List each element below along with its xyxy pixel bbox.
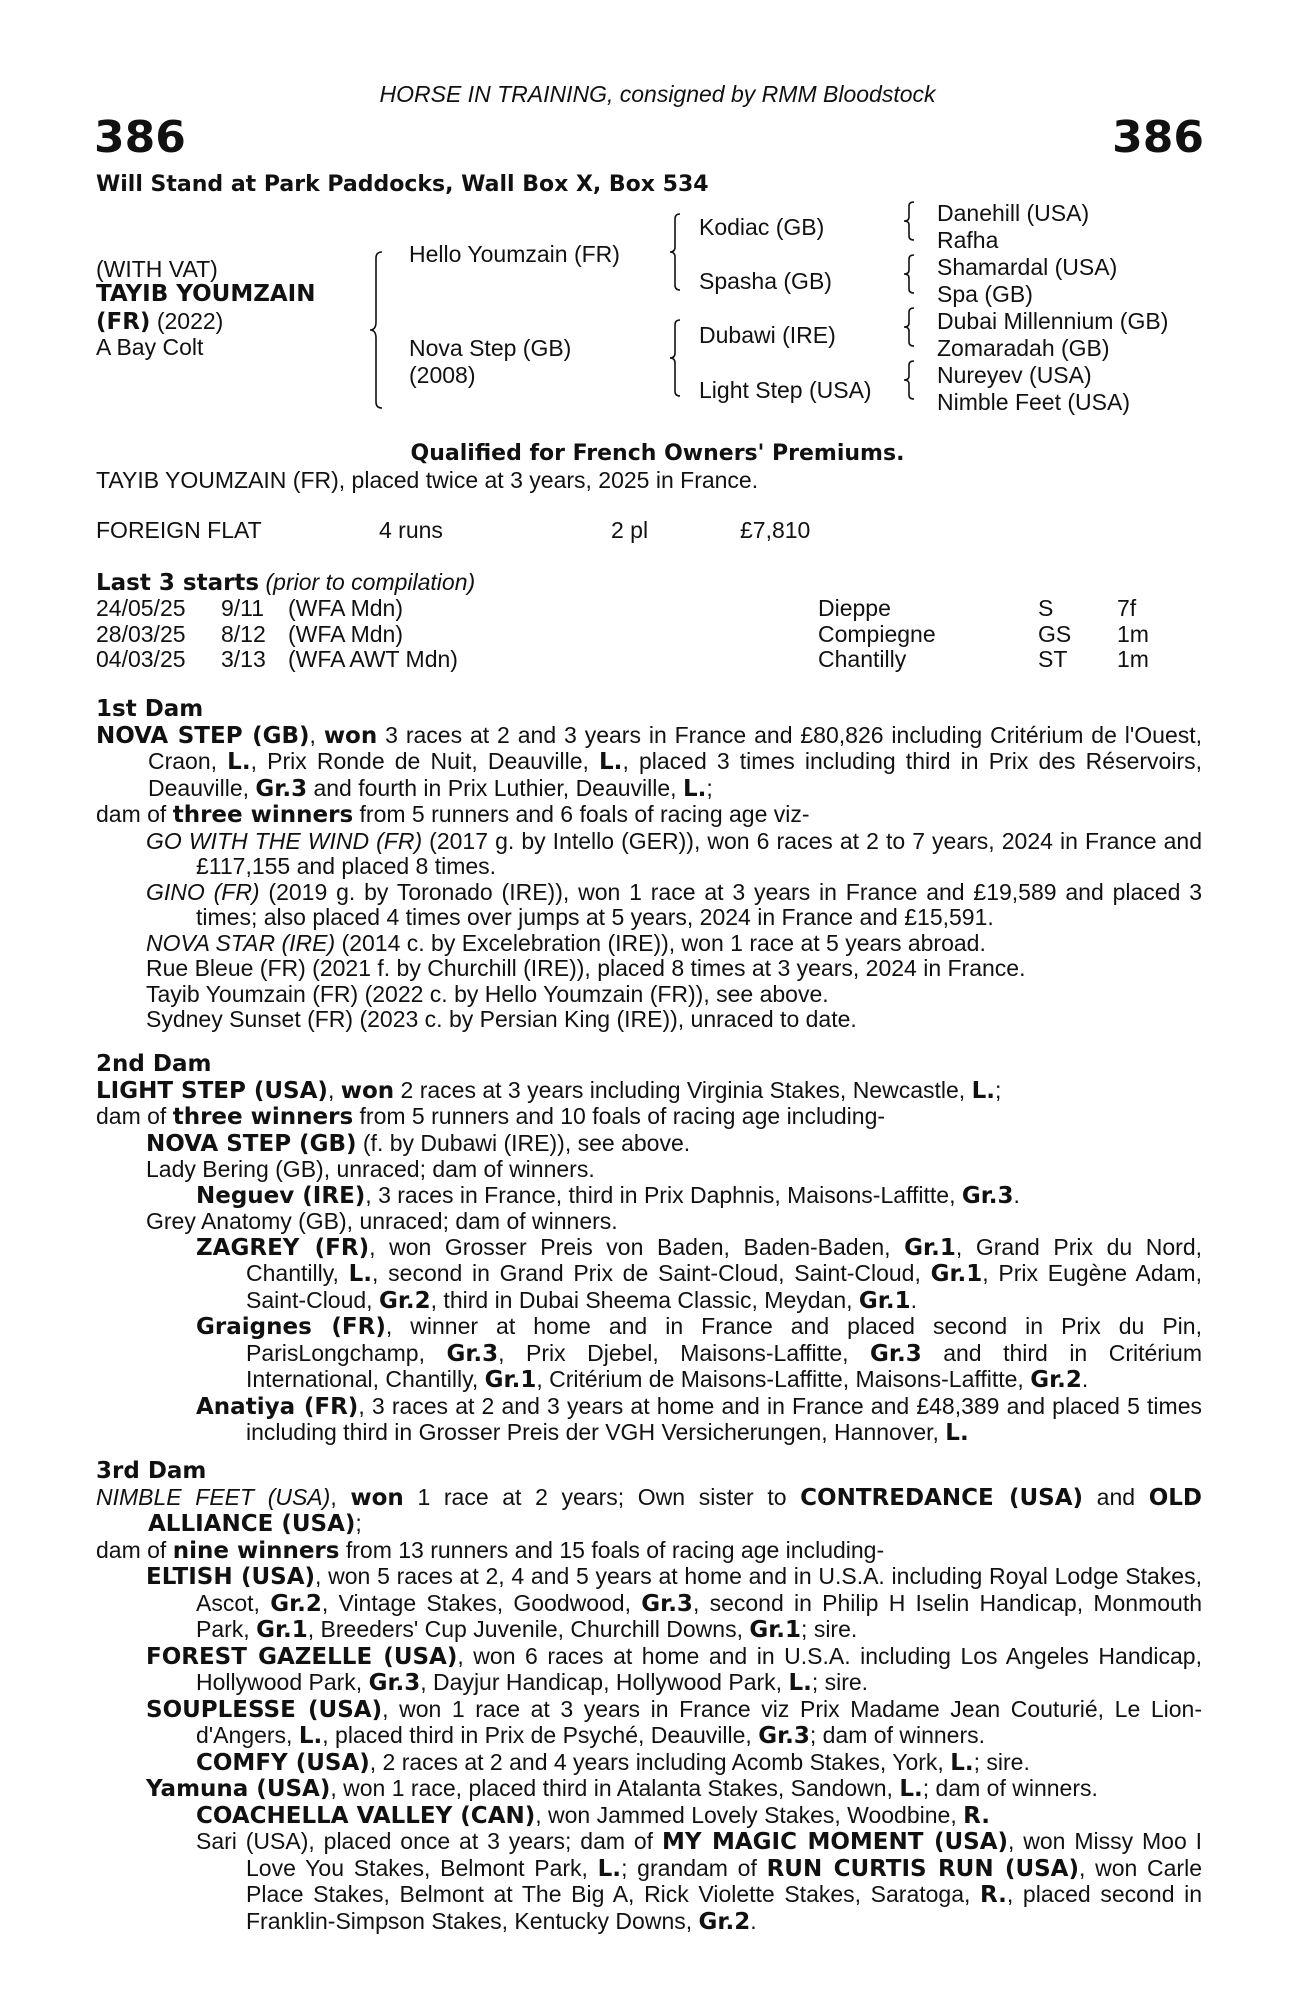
record-earnings: £7,810 bbox=[740, 517, 811, 543]
pedigree-sire-sire: Kodiac (GB) bbox=[699, 214, 825, 240]
start-distance: 1m bbox=[1117, 620, 1149, 647]
pedigree-dam-dam: Light Step (USA) bbox=[699, 377, 872, 403]
start-course: Chantilly bbox=[818, 646, 907, 672]
produce-item: GO WITH THE WIND (FR) (2017 g. by Intello (GER)), won 6 races at 2 to 7 years, 2024 in France and £117,155 and placed 8 times. bbox=[146, 827, 1202, 879]
race-summary: TAYIB YOUMZAIN (FR), placed twice at 3 years, 2025 in France. bbox=[96, 467, 759, 493]
start-distance: 1m bbox=[1117, 646, 1149, 672]
produce-item: NOVA STEP (GB) (f. by Dubawi (IRE)), see above. bbox=[146, 1129, 691, 1157]
pedigree-brace-dd bbox=[901, 359, 917, 401]
start-course: Dieppe bbox=[818, 595, 891, 621]
pedigree-sds: Shamardal (USA) bbox=[937, 254, 1118, 280]
stand-location: Will Stand at Park Paddocks, Wall Box X, Box 534 bbox=[96, 172, 709, 197]
last-starts-note: (prior to compilation) bbox=[259, 569, 476, 595]
third-dam-produce-summary: dam of nine winners from 13 runners and 15 foals of racing age including- bbox=[96, 1536, 885, 1564]
start-race: (WFA Mdn) bbox=[288, 620, 404, 647]
start-race: (WFA Mdn) bbox=[288, 595, 404, 621]
produce-item: Anatiya (FR), 3 races at 2 and 3 years at home and in France and £48,389 and placed 5 times including third in Grosser Preis der VGH Versicherungen, Hannover, L. bbox=[196, 1392, 1202, 1446]
pedigree-brace-ds bbox=[901, 306, 917, 348]
produce-item: Neguev (IRE), 3 races in France, third in Prix Daphnis, Maisons-Laffitte, Gr.3. bbox=[196, 1181, 1020, 1209]
second-dam-section bbox=[96, 1052, 1202, 1447]
record-category: FOREIGN FLAT bbox=[96, 517, 262, 543]
produce-item: ELTISH (USA), won 5 races at 2, 4 and 5 years at home and in U.S.A. including Royal Lodge Stakes, Ascot, Gr.2, Vintage Stakes, Goodwood, Gr.3, second in Philip H Iselin Handicap, Monmouth Park, Gr.1, Breeders' Cup Juvenile, Churchill Downs, Gr.1; sire. bbox=[146, 1563, 1203, 1643]
third-dam-section bbox=[96, 1459, 1202, 1935]
second-dam-heading: 2nd Dam bbox=[96, 1051, 212, 1077]
record-runs: 4 runs bbox=[379, 517, 443, 543]
pedigree-ssd: Rafha bbox=[937, 227, 999, 253]
first-dam-section bbox=[96, 697, 1202, 1033]
pedigree-dsd: Zomaradah (GB) bbox=[937, 335, 1110, 361]
pedigree-dss: Dubai Millennium (GB) bbox=[937, 308, 1169, 334]
pedigree-sss: Danehill (USA) bbox=[937, 200, 1090, 226]
table-row bbox=[96, 596, 1206, 622]
start-going: GS bbox=[1038, 620, 1072, 647]
produce-item: Sydney Sunset (FR) (2023 c. by Persian King (IRE)), unraced to date. bbox=[146, 1006, 857, 1032]
first-dam-heading: 1st Dam bbox=[96, 696, 204, 722]
record-placed: 2 pl bbox=[611, 517, 649, 543]
table-row bbox=[96, 622, 1206, 648]
pedigree-dam-year: (2008) bbox=[409, 362, 476, 388]
start-date: 04/03/25 bbox=[96, 646, 186, 672]
pedigree-sire-dam: Spasha (GB) bbox=[699, 268, 832, 294]
produce-item: ZAGREY (FR), won Grosser Preis von Baden, Baden-Baden, Gr.1, Grand Prix du Nord, Chantilly, L., second in Grand Prix de Saint-Cloud, Saint-Cloud, Gr.1, Prix Eugène Adam, Saint-Cloud, Gr.2, third in Dubai Sheema Classic, Meydan, Gr.1. bbox=[196, 1233, 1203, 1314]
last-starts-table bbox=[96, 596, 1206, 673]
second-dam-record: LIGHT STEP (USA), won 2 races at 3 years including Virginia Stakes, Newcastle, L.; bbox=[96, 1076, 1002, 1104]
second-dam-produce-summary: dam of three winners from 5 runners and 10 foals of racing age including- bbox=[96, 1103, 886, 1130]
horse-year: (2022) bbox=[150, 308, 224, 334]
produce-item: SOUPLESSE (USA), won 1 race at 3 years in France viz Prix Madame Jean Couturié, Le Lion-d'Angers, L., placed third in Prix de Psyché, Deauville, Gr.3; dam of winners. bbox=[146, 1695, 1202, 1749]
produce-item: Graignes (FR), winner at home and in France and placed second in Prix du Pin, ParisLongchamp, Gr.3, Prix Djebel, Maisons-Laffitte, Gr.3 and third in Critérium International, Chantilly, Gr.1, Critérium de Maisons-Laffitte, Maisons-Laffitte, Gr.2. bbox=[196, 1313, 1202, 1393]
start-position: 9/11 bbox=[221, 595, 265, 621]
premiums-note: Qualified for French Owners' Premiums. bbox=[410, 441, 905, 466]
pedigree-brace-sd bbox=[901, 253, 917, 295]
produce-item: NOVA STAR (IRE) (2014 c. by Excelebration (IRE)), won 1 race at 5 years abroad. bbox=[146, 929, 986, 956]
produce-item: Grey Anatomy (GB), unraced; dam of winners. bbox=[146, 1208, 618, 1234]
pedigree-brace-sire bbox=[666, 212, 684, 292]
lot-number-right: 386 bbox=[1112, 112, 1204, 163]
pedigree-dam: Nova Step (GB) bbox=[409, 335, 572, 361]
start-date: 28/03/25 bbox=[96, 620, 186, 647]
pedigree-brace-dam bbox=[666, 318, 684, 398]
start-date: 24/05/25 bbox=[96, 595, 186, 621]
produce-item: Yamuna (USA), won 1 race, placed third in Atalanta Stakes, Sandown, L.; dam of winners. bbox=[146, 1775, 1098, 1802]
pedigree-dam-sire: Dubawi (IRE) bbox=[699, 322, 836, 348]
first-dam-record: NOVA STEP (GB), won 3 races at 2 and 3 years in France and £80,826 including Critérium de l'Ouest, Craon, L., Prix Ronde de Nuit, Deauville, L., placed 3 times including third in Prix des Réservoirs, Deauville, Gr.3 and fourth in Prix Luthier, Deauville, L.; bbox=[96, 721, 1203, 802]
produce-item: Lady Bering (GB), unraced; dam of winners. bbox=[146, 1156, 595, 1182]
produce-item: Sari (USA), placed once at 3 years; dam of MY MAGIC MOMENT (USA), won Missy Moo I Love You Stakes, Belmont Park, L.; grandam of RUN CURTIS RUN (USA), won Carle Place Stakes, Belmont at The Big A, Rick Violette Stakes, Saratoga, R., placed second in Franklin-Simpson Stakes, Kentucky Downs, Gr.2. bbox=[196, 1828, 1203, 1935]
start-race: (WFA AWT Mdn) bbox=[288, 646, 458, 672]
horse-name: TAYIB YOUMZAIN bbox=[96, 281, 316, 307]
last-starts-title: Last 3 starts bbox=[96, 570, 260, 596]
produce-item: FOREST GAZELLE (USA), won 6 races at home and in U.S.A. including Los Angeles Handicap, Hollywood Park, Gr.3, Dayjur Handicap, Hollywood Park, L.; sire. bbox=[146, 1642, 1202, 1696]
pedigree-sire: Hello Youmzain (FR) bbox=[409, 241, 620, 267]
table-row bbox=[96, 647, 1206, 673]
start-distance: 7f bbox=[1117, 595, 1137, 621]
start-going: ST bbox=[1038, 646, 1068, 672]
third-dam-record: NIMBLE FEET (USA), won 1 race at 2 years; Own sister to CONTREDANCE (USA) and OLD ALLIANCE (USA); bbox=[96, 1483, 1203, 1537]
last-starts-heading bbox=[96, 570, 475, 597]
pedigree-brace-ss bbox=[901, 200, 917, 242]
horse-country-year bbox=[96, 309, 223, 336]
start-going: S bbox=[1038, 595, 1054, 621]
pedigree-brace-main bbox=[366, 250, 386, 410]
produce-item: Tayib Youmzain (FR) (2022 c. by Hello Youmzain (FR)), see above. bbox=[146, 980, 829, 1007]
start-position: 8/12 bbox=[221, 620, 266, 647]
vat-label: (WITH VAT) bbox=[96, 256, 218, 282]
consignment-line: HORSE IN TRAINING, consigned by RMM Bloodstock bbox=[379, 81, 936, 107]
produce-item: GINO (FR) (2019 g. by Toronado (IRE)), won 1 race at 3 years in France and £19,589 and placed 3 times; also placed 4 times over jumps at 5 years, 2024 in France and £15,591. bbox=[146, 878, 1202, 930]
start-position: 3/13 bbox=[221, 646, 266, 672]
first-dam-produce-summary: dam of three winners from 5 runners and 6 foals of racing age viz- bbox=[96, 801, 810, 828]
horse-country: (FR) bbox=[96, 309, 151, 335]
lot-number-left: 386 bbox=[94, 112, 186, 163]
produce-item: Rue Bleue (FR) (2021 f. by Churchill (IRE)), placed 8 times at 3 years, 2024 in France. bbox=[146, 955, 1026, 981]
start-course: Compiegne bbox=[818, 620, 936, 647]
pedigree-sdd: Spa (GB) bbox=[937, 281, 1033, 307]
pedigree-dds: Nureyev (USA) bbox=[937, 362, 1092, 388]
produce-item: COMFY (USA), 2 races at 2 and 4 years including Acomb Stakes, York, L.; sire. bbox=[196, 1748, 1030, 1776]
third-dam-heading: 3rd Dam bbox=[96, 1458, 207, 1484]
produce-item: COACHELLA VALLEY (CAN), won Jammed Lovely Stakes, Woodbine, R. bbox=[196, 1801, 990, 1829]
pedigree-ddd: Nimble Feet (USA) bbox=[937, 389, 1130, 415]
horse-description: A Bay Colt bbox=[96, 334, 204, 360]
